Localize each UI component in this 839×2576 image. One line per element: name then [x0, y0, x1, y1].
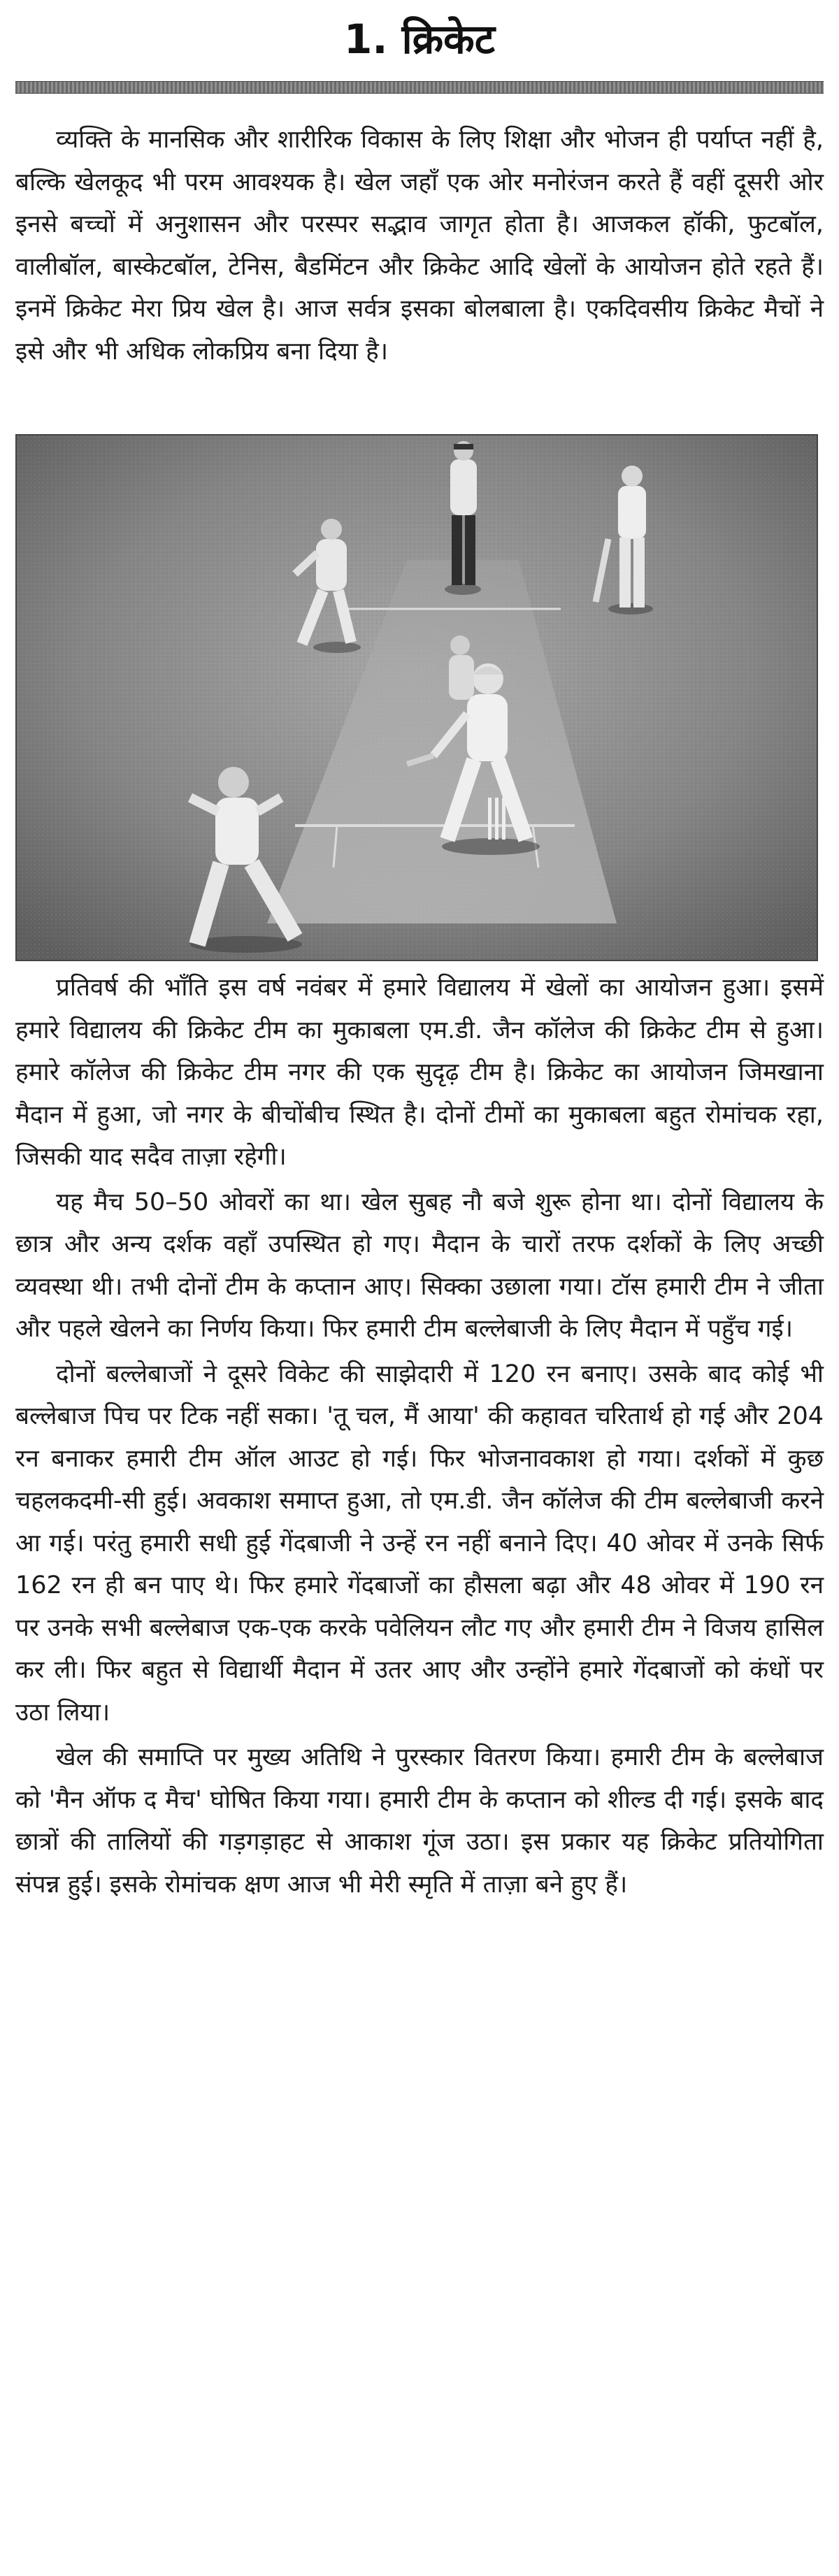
stumps — [488, 798, 505, 840]
paragraph-event: प्रतिवर्ष की भाँति इस वर्ष नवंबर में हमारे विद्यालय में खेलों का आयोजन हुआ। इसमें हमारे विद्यालय की क्रिकेट टीम का मुकाबला एम.डी. जैन कॉलेज की क्रिकेट टीम से हुआ। हमारे कॉलेज की क्रिकेट टीम नगर की एक सुदृढ़ टीम है। क्रिकेट का आयोजन जिमखाना मैदान में हुआ, जो नगर के बीचोंबीच स्थित है। दोनों टीमों का मुकाबला बहुत रोमांचक रहा, जिसकी याद सदैव ताज़ा रहेगी। — [15, 974, 824, 1171]
paragraph-match-start: यह मैच 50–50 ओवरों का था। खेल सुबह नौ बजे शुरू होना था। दोनों विद्यालय के छात्र और अन्य दर्शक वहाँ उपस्थित हो गए। मैदान के चारों तरफ दर्शकों के लिए अच्छी व्यवस्था थी। तभी दोनों टीम के कप्तान आए। सिक्का उछाला गया। टॉस हमारी टीम ने जीता और पहले खेलने का निर्णय किया। फिर हमारी टीम बल्लेबाजी के लिए मैदान में पहुँच गई। — [15, 1188, 824, 1343]
paragraph-intro: व्यक्ति के मानसिक और शारीरिक विकास के लिए शिक्षा और भोजन ही पर्याप्त नहीं है, बल्कि खेलकूद भी परम आवश्यक है। खेल जहाँ एक ओर मनोरंजन करते हैं वहीं दूसरी ओर इनसे बच्चों में अनुशासन और परस्पर सद्भाव जागृत होता है। आजकल हॉकी, फुटबॉल, वालीबॉल, बास्केटबॉल, टेनिस, बैडमिंटन और क्रिकेट आदि खेलों के आयोजन होते रहते हैं। इनमें क्रिकेट मेरा प्रिय खेल है। आज सर्वत्र इसका बोलबाला है। एकदिवसीय क्रिकेट मैचों ने इसे और भी अधिक लोकप्रिय बना दिया है। — [15, 126, 824, 366]
page-title: 1. क्रिकेट — [344, 15, 495, 63]
cricket-match-photo — [15, 434, 818, 961]
title-divider — [15, 81, 824, 94]
cricket-photo-illustration — [15, 434, 818, 961]
paragraph-match-play: दोनों बल्लेबाजों ने दूसरे विकेट की साझेदारी में 120 रन बनाए। उसके बाद कोई भी बल्लेबाज पिच पर टिक नहीं सका। 'तू चल, मैं आया' की कहावत चरितार्थ हो गई और 204 रन बनाकर हमारी टीम ऑल आउट हो गई। फिर भोजनावकाश हो गया। दर्शकों में कुछ चहलकदमी-सी हुई। अवकाश समाप्त हुआ, तो एम.डी. जैन कॉलेज की टीम बल्लेबाजी करने आ गई। परंतु हमारी सधी हुई गेंदबाजी ने उन्हें रन नहीं बनाने दिए। 40 ओवर में उनके सिर्फ 162 रन ही बन पाए थे। फिर हमारे गेंदबाजों का हौसला बढ़ा और 48 ओवर में 190 रन पर उनके सभी बल्लेबाज एक-एक करके पवेलियन लौट गए और हमारी टीम ने विजय हासिल कर ली। फिर बहुत से विद्यार्थी मैदान में उतर आए और उन्होंने हमारे गेंदबाजों को कंधों पर उठा लिया। — [15, 1360, 824, 1727]
document-page — [0, 4, 839, 2576]
paragraph-conclusion: खेल की समाप्ति पर मुख्य अतिथि ने पुरस्कार वितरण किया। हमारी टीम के बल्लेबाज को 'मैन ऑफ द मैच' घोषित किया गया। हमारी टीम के कप्तान को शील्ड दी गई। इसके बाद छात्रों की तालियों की गड़गड़ाहट से आकाश गूंज उठा। इस प्रकार यह क्रिकेट प्रतियोगिता संपन्न हुई। इसके रोमांचक क्षण आज भी मेरी स्मृति में ताज़ा बने हुए हैं। — [15, 1743, 824, 1899]
